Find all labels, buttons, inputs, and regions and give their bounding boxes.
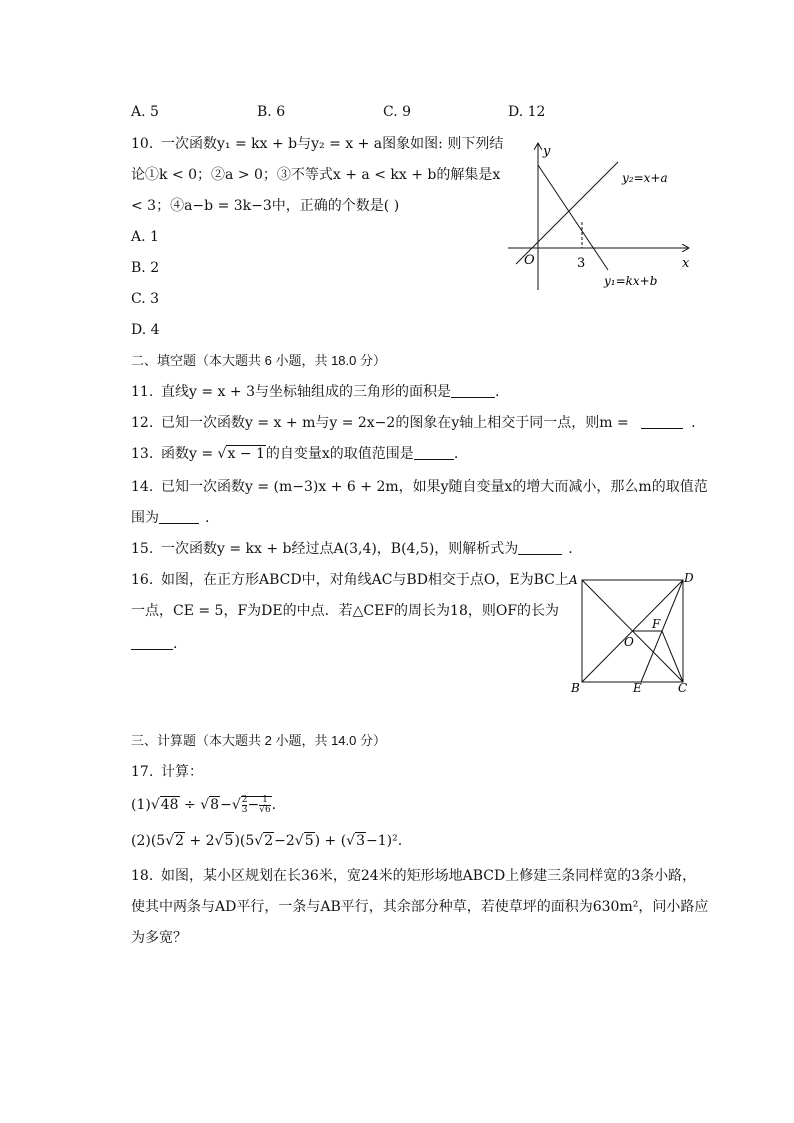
y1-label: y₁=kx+b [604, 274, 658, 288]
q16-blank [131, 635, 173, 650]
q17-p1-pre: (1) [131, 797, 151, 813]
q17-part2: (2)(5√2 + 2√5)(5√2−2√5) + (√3−1)². [131, 833, 403, 849]
q17-p1-end: . [271, 797, 277, 813]
q16-number: 16. [131, 572, 154, 588]
q17-p1-radicand-48: 48 [160, 797, 179, 813]
q15 [131, 539, 573, 559]
q14-end: . [205, 510, 210, 526]
q13-end: . [453, 446, 459, 462]
q9-option-d: D. 12 [508, 104, 546, 120]
q10-number: 10. [131, 136, 154, 152]
tick-3-label: 3 [577, 256, 586, 271]
q11-end: . [494, 384, 500, 400]
q10-line2: 论①k < 0；②a > 0；③不等式x + a < kx + b的解集是x [131, 167, 501, 183]
section2-title: 二、填空题（本大题共 6 小题，共 18.0 分） [131, 353, 386, 368]
q15-blank [518, 540, 562, 555]
q15-number: 15. [131, 541, 154, 557]
q17-number: 17. [131, 764, 154, 780]
q14-text-1: 已知一次函数y = (m−3)x + 6 + 2m，如果y随自变量x的增大而减小，那么m的取值范 [161, 479, 708, 495]
q17-part1: (1)√48 ÷ √8−√ $\frac{2}{3}$ − $\frac{1}{√6}$ . [131, 794, 277, 815]
q15-end: . [568, 541, 573, 557]
q10-option-a: A. 1 [131, 229, 159, 245]
q10-option-b: B. 2 [131, 260, 160, 276]
q13-pre: 函数y = [161, 446, 218, 462]
segment-fc [662, 631, 683, 682]
q13-radicand: x − 1 [227, 446, 265, 462]
q16-end: . [173, 636, 178, 652]
q17-p2-plus: + 2 [185, 833, 215, 849]
q16-line2: 一点，CE = 5，F为DE的中点．若△CEF的周长为18，则OF的长为 [131, 603, 560, 619]
label-c: C [678, 681, 688, 695]
q16-line1 [131, 570, 569, 590]
label-o: O [624, 635, 634, 649]
q17-p2-pre: (2)(5 [131, 833, 166, 849]
q12-text: 已知一次函数y = x + m与y = 2x−2的图象在y轴上相交于同一点，则m = [161, 415, 629, 431]
q17-p1-frac2-num: 1 [259, 796, 270, 806]
q10-line1 [131, 134, 503, 154]
q14-blank [159, 509, 199, 524]
q14-line2 [131, 508, 209, 528]
q17-p2-mid: )(5 [234, 833, 255, 849]
label-b: B [571, 681, 580, 695]
q15-text: 一次函数y = kx + b经过点A(3,4)，B(4,5)，则解析式为 [161, 541, 519, 557]
q18-line2: 使其中两条与AD平行，一条与AB平行，其余部分种草，若使草坪的面积为630m²，问小路应 [131, 899, 709, 915]
q16-figure [566, 570, 700, 700]
x-axis-label: x [682, 256, 690, 271]
origin-label: O [524, 253, 535, 268]
q11-text: 直线y = x + 3与坐标轴组成的三角形的面积是 [161, 384, 451, 400]
q17-p2-tail: −1)². [366, 833, 403, 849]
section3-title: 三、计算题（本大题共 2 小题，共 14.0 分） [131, 733, 386, 748]
label-d: D [684, 571, 694, 585]
q13-radical: √x − 1 [217, 446, 265, 462]
label-a: A [569, 573, 578, 587]
line-y1 [538, 165, 608, 270]
q17-p1-minus2: − [247, 797, 260, 813]
q17-p2-r4: 5 [304, 833, 314, 849]
q9-option-c: C. 9 [383, 104, 412, 120]
q10-line3: < 3；④a−b = 3k−3中，正确的个数是( ) [131, 198, 400, 214]
q11 [131, 382, 499, 402]
q17-p2-r2: 5 [224, 833, 234, 849]
q13 [131, 444, 458, 464]
q16-line3 [131, 634, 177, 654]
q10-option-c: C. 3 [131, 291, 160, 307]
label-f: F [652, 617, 661, 631]
q17-text: 计算： [161, 764, 203, 780]
q9-option-a: A. 5 [131, 104, 159, 120]
q18-text-1: 如图，某小区规划在长36米，宽24米的矩形场地ABCD上修建三条同样宽的3条小路， [161, 868, 697, 884]
q18-line1 [131, 866, 696, 886]
q12-blank [641, 414, 683, 429]
q17-p2-r5: 3 [356, 833, 366, 849]
q17 [131, 762, 203, 782]
q13-number: 13. [131, 446, 154, 462]
q18-number: 18. [131, 868, 154, 884]
q14-text-2: 围为 [131, 510, 159, 526]
q11-number: 11. [131, 384, 154, 400]
q17-p1-frac1-num: 2 [241, 794, 248, 805]
q12 [131, 413, 696, 433]
q13-blank [414, 445, 454, 460]
q17-p1-frac1-den: 3 [241, 804, 248, 815]
q17-p2-minus: −2 [274, 833, 295, 849]
q13-post: 的自变量x的取值范围是 [265, 446, 414, 462]
q11-blank [451, 383, 495, 398]
q17-p1-radicand-8: 8 [210, 797, 220, 813]
q10-option-d: D. 4 [131, 322, 160, 338]
q9-option-b: B. 6 [257, 104, 286, 120]
q14-number: 14. [131, 479, 154, 495]
q17-p1-frac-radical [241, 796, 272, 813]
label-e: E [633, 681, 642, 695]
q17-p2-r3: 2 [264, 833, 274, 849]
y-axis-label: y [543, 144, 551, 159]
y2-label: y₂=x+a [622, 171, 668, 185]
q17-p1-div: ÷ [179, 797, 201, 813]
q16-text-1: 如图，在正方形ABCD中，对角线AC与BD相交于点O，E为BC上 [161, 572, 569, 588]
q12-end: . [691, 415, 696, 431]
q17-p2-mid2: ) + ( [314, 833, 347, 849]
q14-line1 [131, 477, 708, 497]
q10-graph [500, 138, 700, 298]
q17-p1-minus: − [220, 797, 232, 813]
q17-p1-frac2-den: √6 [259, 804, 271, 815]
q17-p1-frac2 [259, 796, 270, 815]
line-y2 [516, 162, 618, 264]
q18-line3: 为多宽？ [131, 930, 187, 946]
q10-text-1: 一次函数y₁ = kx + b与y₂ = x + a图象如图: 则下列结 [161, 136, 504, 152]
q17-p2-r1: 2 [175, 833, 185, 849]
q12-number: 12. [131, 415, 154, 431]
